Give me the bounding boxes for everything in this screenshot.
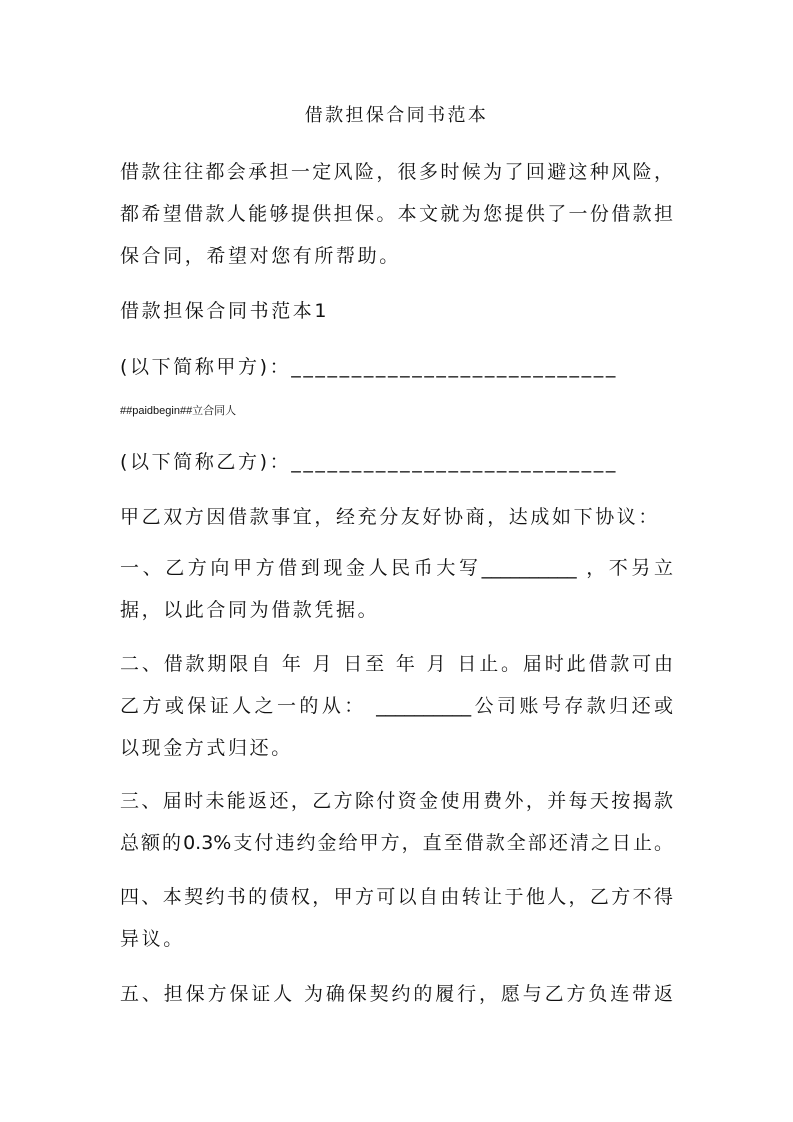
- clause-2-line-3: 以现金方式归还。: [120, 737, 293, 759]
- clause-2-line-2: 乙方或保证人之一的从： __________公司账号存款归还或: [120, 695, 673, 717]
- intro-line-1: 借款往往都会承担一定风险，很多时候为了回避这种风险，: [120, 161, 673, 183]
- clause-2-line-1: 二、借款期限自 年 月 日至 年 月 日止。届时此借款可由: [120, 653, 673, 675]
- paid-marker-text: ##paidbegin##立合同人: [120, 405, 237, 417]
- clause-3-line-2: 总额的0.3%支付违约金给甲方，直至借款全部还清之日止。: [120, 832, 673, 854]
- clause-3-line-1: 三、届时未能返还，乙方除付资金使用费外，并每天按揭款: [120, 790, 673, 812]
- document-title: 借款担保合同书范本: [304, 105, 489, 126]
- agreement-intro: 甲乙双方因借款事宜，经充分友好协商，达成如下协议：: [120, 506, 661, 528]
- clause-1-line-1: 一、乙方向甲方借到现金人民币大写__________ ，不另立: [120, 557, 673, 579]
- party-a-line: (以下简称甲方)：___________________________: [120, 356, 618, 378]
- intro-line-3: 保合同，希望对您有所帮助。: [120, 245, 401, 267]
- intro-line-2: 都希望借款人能够提供担保。本文就为您提供了一份借款担: [120, 203, 673, 225]
- clause-4-line-2: 异议。: [120, 928, 185, 950]
- clause-4-line-1: 四、本契约书的债权，甲方可以自由转让于他人，乙方不得: [120, 886, 673, 908]
- section-heading: 借款担保合同书范本1: [120, 300, 330, 322]
- clause-5-line-1: 五、担保方保证人 为确保契约的履行，愿与乙方负连带返: [120, 983, 673, 1005]
- party-b-line: (以下简称乙方)：___________________________: [120, 451, 618, 473]
- clause-1-line-2: 据，以此合同为借款凭据。: [120, 599, 380, 621]
